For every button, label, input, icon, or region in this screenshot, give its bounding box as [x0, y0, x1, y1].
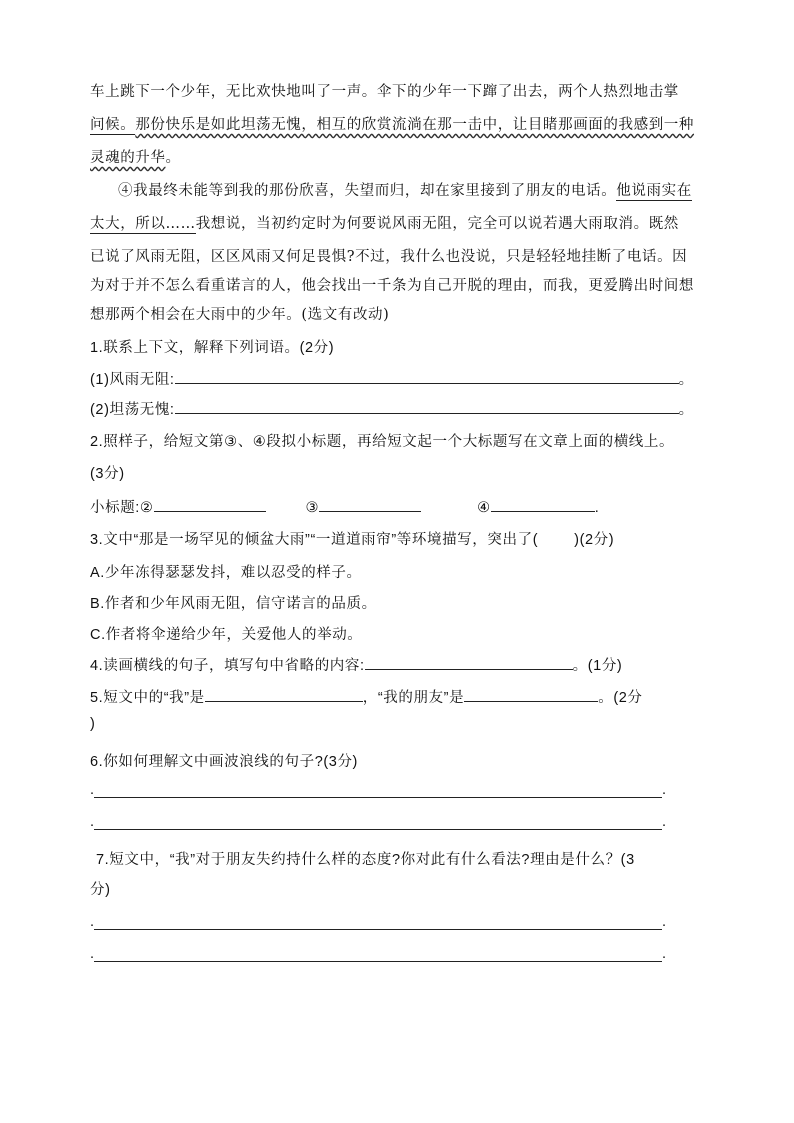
question-3-option-b [90, 592, 710, 613]
question-text: . [662, 946, 667, 962]
answer-line[interactable] [205, 700, 363, 702]
question-text: 4.读画横线的句子，填写句中省略的内容: [90, 658, 365, 674]
question-3 [90, 528, 710, 549]
passage-line-8 [90, 303, 710, 324]
wavy-underlined-text: 灵魂的升华 [90, 150, 166, 166]
question-2-score [90, 462, 710, 483]
passage-text: 想那两个相会在大雨中的少年。(选文有改动) [90, 307, 390, 323]
passage-line-1 [90, 80, 710, 101]
question-text: A.少年冻得瑟瑟发抖，难以忍受的样子。 [90, 565, 362, 581]
answer-line[interactable] [94, 950, 662, 962]
question-text: 5.短文中的“我”是 [90, 690, 205, 706]
passage-line-4 [118, 179, 710, 200]
passage-line-3 [90, 146, 710, 167]
answer-line[interactable] [365, 668, 573, 670]
passage-text: 。 [165, 150, 181, 166]
question-text: C.作者将伞递给少年，关爱他人的举动。 [90, 627, 363, 643]
passage-line-2 [90, 113, 710, 134]
answer-line[interactable] [94, 918, 662, 930]
question-text: 1.联系上下文，解释下列词语。(2分) [90, 340, 335, 356]
answer-line[interactable] [464, 700, 598, 702]
question-text: 。(1分) [572, 658, 623, 674]
answer-line-row [90, 782, 666, 796]
passage-text: ④我最终未能等到我的那份欣喜，失望而归，却在家里接到了朋友的电话。 [118, 183, 617, 199]
question-2-subtitles [90, 496, 710, 517]
answer-line[interactable] [175, 382, 679, 384]
question-1 [90, 336, 710, 357]
question-text: ③ [305, 500, 320, 516]
passage-line-6 [90, 245, 710, 266]
question-2 [90, 430, 710, 451]
passage-text: 车上跳下一个少年，无比欢快地叫了一声。伞下的少年一下蹿了出去，两个人热烈地击掌 [90, 84, 679, 100]
question-text: ) [90, 716, 96, 732]
question-text: 6.你如何理解文中画波浪线的句子?(3分) [90, 754, 358, 770]
question-text: 3.文中“那是一场罕见的倾盆大雨”“一道道雨帘”等环境描写，突出了( [90, 532, 539, 548]
question-text: . [90, 946, 95, 962]
question-text: ④ [477, 500, 491, 516]
question-6 [90, 750, 710, 771]
passage-text: 已说了风雨无阻，区区风雨又何足畏惧?不过，我什么也没说，只是轻轻地挂断了电话。因 [90, 249, 688, 265]
question-text: . [90, 914, 95, 930]
question-text: . [90, 814, 95, 830]
question-4 [90, 654, 710, 675]
question-text: . [90, 782, 95, 798]
question-text: 。 [678, 372, 694, 388]
question-text: (2)坦荡无愧: [90, 402, 175, 418]
question-text: ，“我的朋友”是 [362, 690, 465, 706]
wavy-underlined-text: 那份快乐是如此坦荡无愧，相互的欣赏流淌在那一击中，让目睹那画面的我感到一种 [135, 117, 695, 133]
question-text: . [594, 500, 600, 516]
question-text: 。(2分 [598, 690, 643, 706]
question-5-close [90, 716, 710, 732]
question-3-option-c [90, 623, 710, 644]
underlined-text: 太大，所以…… [90, 216, 196, 232]
question-text: B.作者和少年风雨无阻，信守诺言的品质。 [90, 596, 377, 612]
answer-line[interactable] [94, 818, 662, 830]
passage-text: 我想说，当初约定时为何要说风雨无阻，完全可以说若遇大雨取消。既然 [195, 216, 679, 232]
answer-line[interactable] [154, 510, 266, 512]
question-text: . [662, 782, 667, 798]
question-text: 小标题:② [90, 500, 154, 516]
answer-line[interactable] [319, 510, 421, 512]
underlined-text: 问候。 [90, 117, 136, 133]
question-1-2 [90, 398, 710, 419]
question-3-option-a [90, 561, 710, 582]
question-text: . [662, 914, 667, 930]
question-7-score [90, 878, 710, 899]
question-text: (1)风雨无阻: [90, 372, 175, 388]
question-text: 2.照样子，给短文第③、④段拟小标题，再给短文起一个大标题写在文章上面的横线上。 [90, 434, 675, 450]
passage-text: 为对于并不怎么看重诺言的人，他会找出一千条为自己开脱的理由，而我，更爱腾出时间想 [90, 278, 694, 294]
question-text: 7.短文中，“我”对于朋友失约持什么样的态度?你对此有什么看法?理由是什么？(3 [96, 852, 635, 868]
question-1-1 [90, 368, 710, 389]
answer-line-row [90, 946, 666, 960]
question-7 [96, 848, 710, 869]
passage-line-7 [90, 274, 710, 295]
answer-line[interactable] [175, 412, 679, 414]
answer-line-row [90, 814, 666, 828]
passage-line-5 [90, 212, 710, 233]
question-text: . [662, 814, 667, 830]
question-text: 。 [678, 402, 694, 418]
question-5 [90, 686, 710, 707]
question-text: (3分) [90, 466, 125, 482]
answer-line[interactable] [491, 510, 595, 512]
underlined-text: 他说雨实在 [616, 183, 692, 199]
question-text: 分) [90, 882, 111, 898]
question-text: )(2分) [574, 532, 615, 548]
answer-line-row [90, 914, 666, 928]
answer-line[interactable] [94, 786, 662, 798]
